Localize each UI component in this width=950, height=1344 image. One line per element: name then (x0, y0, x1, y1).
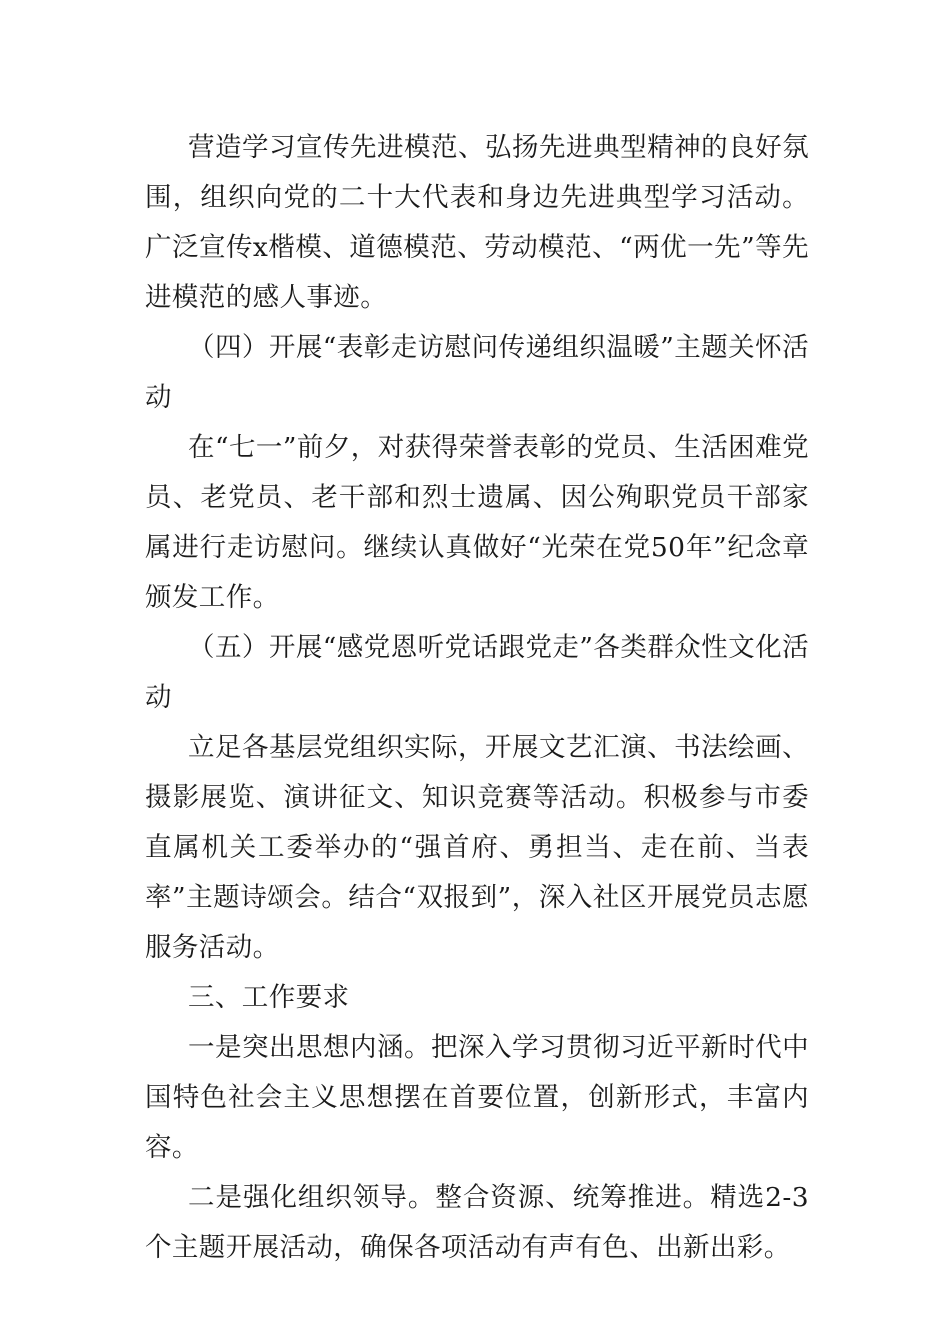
paragraph-requirement-one: 一是突出思想内涵。把深入学习贯彻习近平新时代中国特色社会主义思想摆在首要位置，创新形式，丰富内容。 (145, 1032, 809, 1163)
heading-section-five: （五）开展“感党恩听党话跟党走”各类群众性文化活动 (145, 632, 809, 713)
heading-work-requirements: 三、工作要求 (188, 982, 350, 1013)
document-body (145, 123, 809, 1273)
paragraph-requirement-two: 二是强化组织领导。整合资源、统筹推进。精选2-3个主题开展活动，确保各项活动有声有色、出新出彩。 (145, 1182, 809, 1263)
paragraph-model-promotion: 营造学习宣传先进模范、弘扬先进典型精神的良好氛围，组织向党的二十大代表和身边先进典型学习活动。广泛宣传x楷模、道德模范、劳动模范、“两优一先”等先进模范的感人事迹。 (145, 132, 809, 313)
paragraph-visits: 在“七一”前夕，对获得荣誉表彰的党员、生活困难党员、老党员、老干部和烈士遗属、因公殉职党员干部家属进行走访慰问。继续认真做好“光荣在党50年”纪念章颁发工作。 (145, 432, 809, 613)
paragraph-cultural-activities: 立足各基层党组织实际，开展文艺汇演、书法绘画、摄影展览、演讲征文、知识竞赛等活动。积极参与市委直属机关工委举办的“强首府、勇担当、走在前、当表率”主题诗颂会。结合“双报到”，深入社区开展党员志愿服务活动。 (145, 732, 809, 963)
heading-section-four: （四）开展“表彰走访慰问传递组织温暖”主题关怀活动 (145, 332, 809, 413)
